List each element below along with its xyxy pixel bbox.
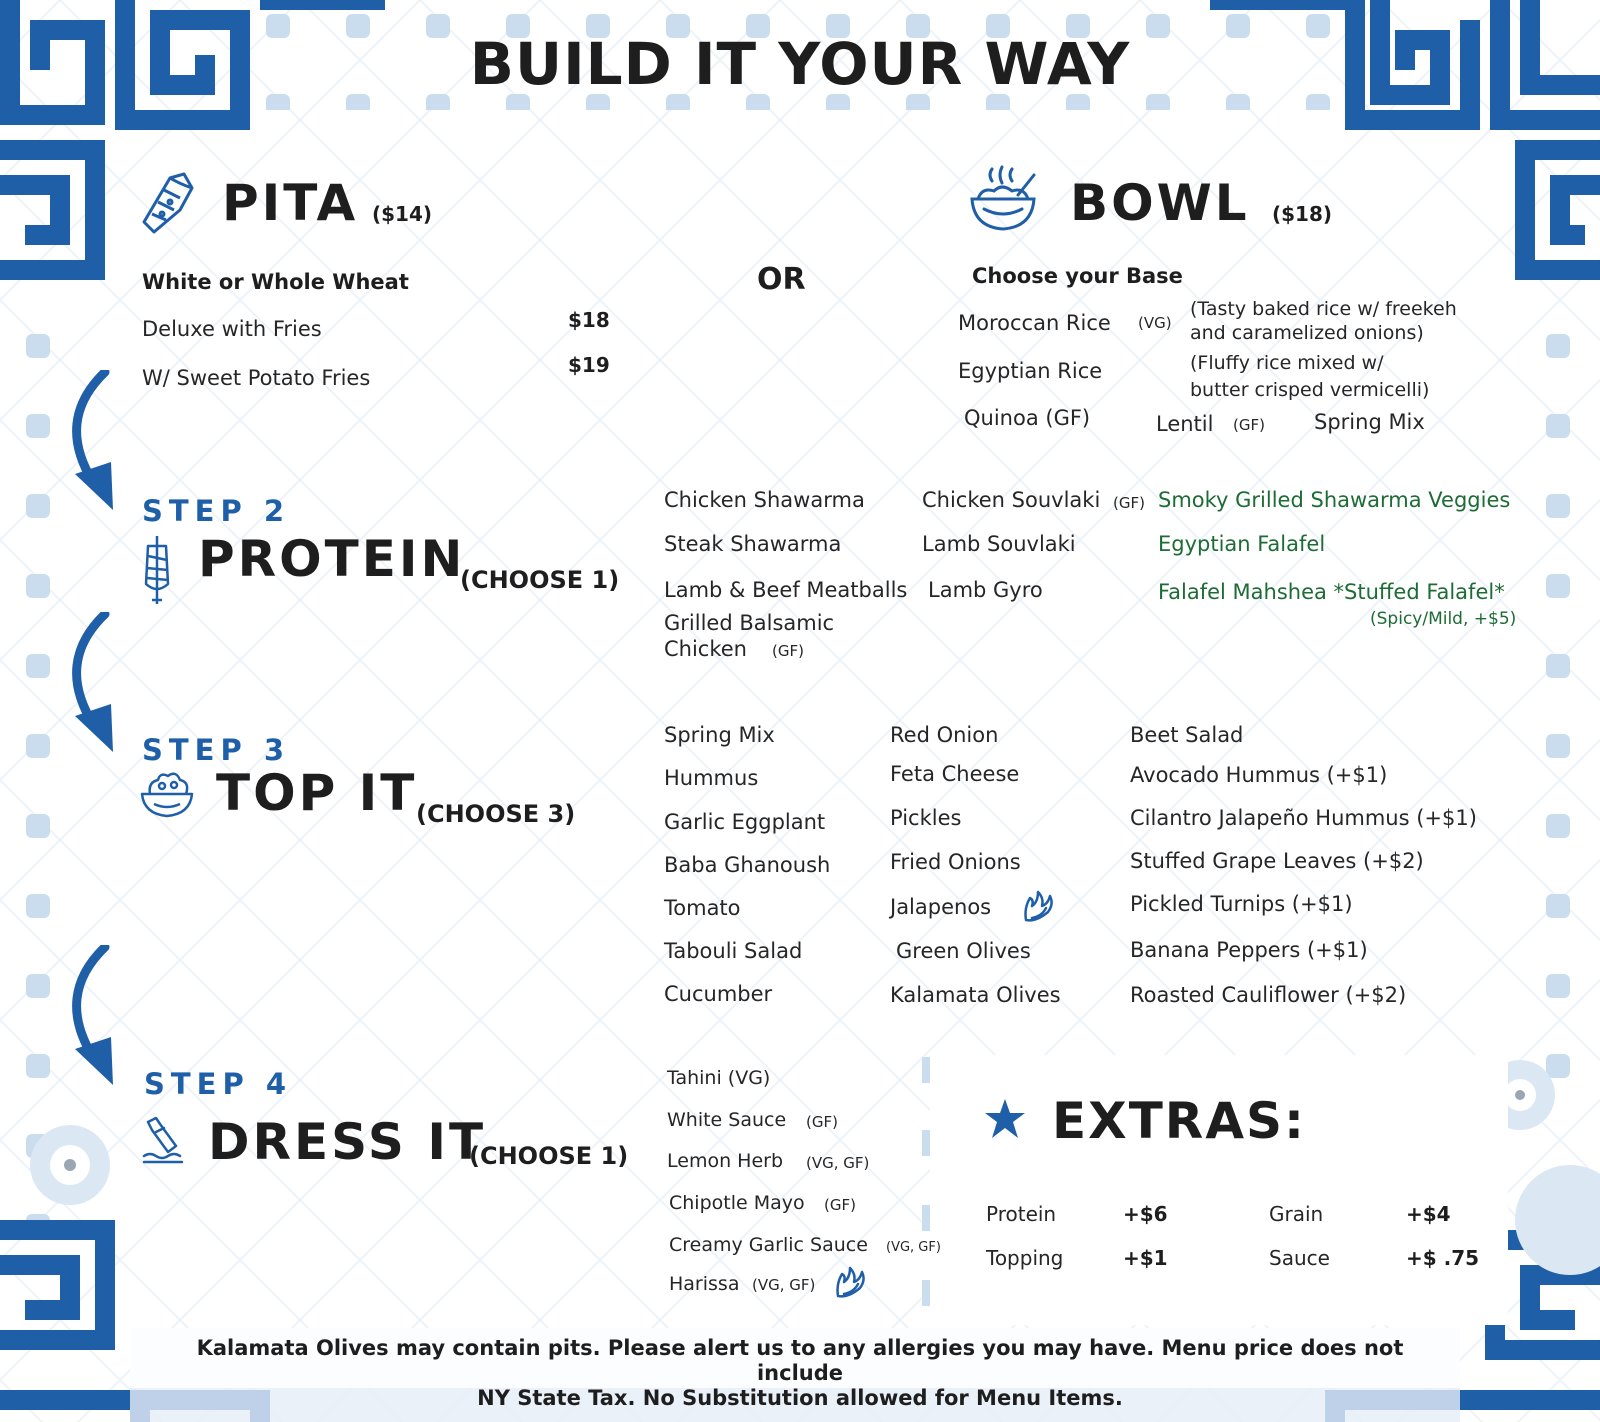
topping-item: Roasted Cauliflower (+$2) <box>1130 983 1407 1007</box>
pita-option-deluxe: Deluxe with Fries <box>142 317 322 341</box>
topping-item: Cucumber <box>664 982 773 1006</box>
allergy-disclaimer <box>150 1336 1450 1411</box>
base-spring-mix: Spring Mix <box>1314 410 1425 434</box>
topping-item: Pickles <box>890 806 962 830</box>
topping-item: Stuffed Grape Leaves (+$2) <box>1130 849 1424 873</box>
or-separator: OR <box>757 262 806 297</box>
protein-item-chicken-souvlaki: Chicken Souvlaki <box>922 488 1101 512</box>
dress-it-choose-count: (CHOOSE 1) <box>469 1142 629 1170</box>
topping-item: Spring Mix <box>664 723 775 747</box>
protein-item: Lamb Souvlaki <box>922 532 1076 556</box>
protein-item-balsamic-line-1: Grilled Balsamic <box>664 611 835 635</box>
protein-choose-count: (CHOOSE 1) <box>460 566 620 594</box>
pita-option-sweet-potato-price: $19 <box>568 353 610 377</box>
topping-item: Beet Salad <box>1130 723 1244 747</box>
topping-item: Garlic Eggplant <box>664 810 826 834</box>
step-2-label: STEP 2 <box>142 494 291 528</box>
sauce-item-tag: (VG, GF) <box>752 1276 816 1294</box>
base-moroccan-tag: (VG) <box>1138 314 1172 332</box>
star-icon <box>983 1098 1027 1140</box>
bowl-title: BOWL <box>1070 174 1250 232</box>
protein-veg-note: (Spicy/Mild, +$5) <box>1370 609 1517 629</box>
base-lentil: Lentil <box>1156 412 1214 436</box>
extra-item: Grain <box>1269 1202 1324 1226</box>
top-it-title: TOP IT <box>216 764 418 822</box>
topping-item: Cilantro Jalapeño Hummus (+$1) <box>1130 806 1477 830</box>
pita-bread-options: White or Whole Wheat <box>142 270 409 294</box>
allergy-disclaimer-line-1: Kalamata Olives may contain pits. Please alert us to any allergies you may have. Menu price does not include <box>196 1336 1404 1385</box>
sauce-item-tag: (GF) <box>806 1113 838 1131</box>
extra-item-price: +$1 <box>1123 1246 1168 1270</box>
topping-item: Avocado Hummus (+$1) <box>1130 763 1388 787</box>
extra-item-price: +$6 <box>1123 1202 1168 1226</box>
chili-flame-icon <box>834 1266 868 1300</box>
pita-title: PITA <box>222 174 359 232</box>
dress-it-title: DRESS IT <box>208 1113 487 1171</box>
topping-item: Red Onion <box>890 723 999 747</box>
base-quinoa: Quinoa (GF) <box>964 406 1091 430</box>
topping-item: Tabouli Salad <box>664 939 803 963</box>
top-it-choose-count: (CHOOSE 3) <box>416 800 576 828</box>
topping-item: Kalamata Olives <box>890 983 1061 1007</box>
bowl-base-heading: Choose your Base <box>972 264 1183 288</box>
pita-wrap-icon <box>140 170 196 238</box>
extra-item-price: +$ .75 <box>1406 1246 1480 1270</box>
protein-item-chicken-souvlaki-tag: (GF) <box>1113 494 1145 512</box>
page-title: BUILD IT YOUR WAY <box>469 30 1131 98</box>
protein-item: Lamb Gyro <box>928 578 1043 602</box>
base-egyptian-rice: Egyptian Rice <box>958 359 1103 383</box>
protein-item-balsamic-tag: (GF) <box>772 642 804 660</box>
topping-item: Banana Peppers (+$1) <box>1130 938 1368 962</box>
base-moroccan-desc-1: (Tasty baked rice w/ freekeh <box>1190 298 1457 320</box>
curved-arrow-icon <box>55 370 125 515</box>
curved-arrow-icon <box>55 612 125 757</box>
allergy-disclaimer-line-2: NY State Tax. No Substitution allowed for Menu Items. <box>477 1386 1123 1410</box>
pita-option-deluxe-price: $18 <box>568 308 610 332</box>
salad-bowl-icon <box>140 768 194 818</box>
protein-veg-item: Falafel Mahshea *Stuffed Falafel* <box>1158 580 1505 604</box>
step-3-label: STEP 3 <box>142 733 291 767</box>
chili-flame-icon <box>1022 890 1056 924</box>
base-egyptian-desc-2: butter crisped vermicelli) <box>1190 379 1430 401</box>
sauce-item: Tahini (VG) <box>667 1067 771 1089</box>
protein-title: PROTEIN <box>198 530 466 588</box>
topping-item: Fried Onions <box>890 850 1021 874</box>
sauce-item-tag: (VG, GF) <box>806 1154 870 1172</box>
pita-option-sweet-potato: W/ Sweet Potato Fries <box>142 366 371 390</box>
topping-item: Pickled Turnips (+$1) <box>1130 892 1353 916</box>
topping-item: Baba Ghanoush <box>664 853 831 877</box>
topping-item: Jalapenos <box>890 895 992 919</box>
protein-veg-item: Egyptian Falafel <box>1158 532 1326 556</box>
sauce-item: Harissa <box>669 1273 740 1295</box>
sauce-item-tag: (VG, GF) <box>886 1240 941 1255</box>
bowl-price: ($18) <box>1272 202 1333 226</box>
sauce-item: Chipotle Mayo <box>669 1192 805 1214</box>
base-lentil-tag: (GF) <box>1233 416 1265 434</box>
sauce-item: Lemon Herb <box>667 1150 784 1172</box>
pita-price: ($14) <box>372 202 433 226</box>
sauce-bottle-icon <box>142 1116 186 1164</box>
curved-arrow-icon <box>55 945 125 1090</box>
extra-item-price: +$4 <box>1406 1202 1451 1226</box>
step-4-label: STEP 4 <box>144 1067 293 1101</box>
extra-item: Topping <box>986 1246 1064 1270</box>
protein-item: Lamb & Beef Meatballs <box>664 578 908 602</box>
shawarma-skewer-icon <box>140 534 174 606</box>
base-egyptian-desc-1: (Fluffy rice mixed w/ <box>1190 352 1384 374</box>
base-moroccan-rice: Moroccan Rice <box>958 311 1111 335</box>
topping-item: Hummus <box>664 766 759 790</box>
extra-item: Sauce <box>1269 1246 1330 1270</box>
rice-bowl-icon <box>968 165 1038 235</box>
protein-item-balsamic-line-2: Chicken <box>664 637 747 661</box>
base-moroccan-desc-2: and caramelized onions) <box>1190 322 1424 344</box>
topping-item: Green Olives <box>896 939 1031 963</box>
topping-item: Feta Cheese <box>890 762 1020 786</box>
topping-item: Tomato <box>664 896 741 920</box>
sauce-item-tag: (GF) <box>824 1196 856 1214</box>
protein-item: Chicken Shawarma <box>664 488 865 512</box>
protein-veg-item: Smoky Grilled Shawarma Veggies <box>1158 488 1511 512</box>
sauce-item: Creamy Garlic Sauce <box>669 1234 868 1256</box>
extras-title: EXTRAS: <box>1052 1092 1307 1150</box>
sauce-item: White Sauce <box>667 1109 787 1131</box>
protein-item: Steak Shawarma <box>664 532 842 556</box>
extra-item: Protein <box>986 1202 1057 1226</box>
